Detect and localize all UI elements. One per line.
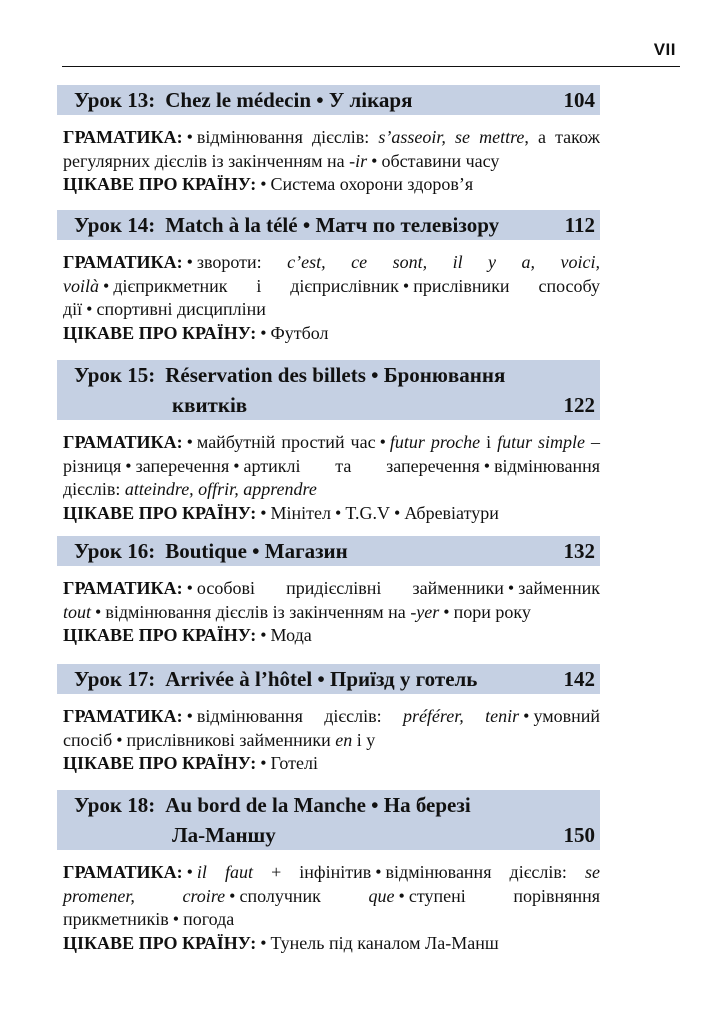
- country-label: ЦІКАВЕ ПРО КРАЇНУ:: [63, 174, 257, 194]
- lesson-header[interactable]: [57, 85, 600, 115]
- lesson-entry: [57, 360, 600, 525]
- bullet-separator: •: [186, 432, 193, 452]
- text-segment: Мінітел: [270, 502, 332, 523]
- lesson-details: [57, 420, 600, 525]
- country-label: ЦІКАВЕ ПРО КРАЇНУ:: [63, 502, 257, 523]
- text-segment: прислівники способу дії: [63, 275, 600, 319]
- lesson-title: Boutique • Магазин: [165, 539, 348, 563]
- grammar-topics: [63, 431, 600, 502]
- country-facts: [63, 624, 600, 648]
- text-segment: прислівникові займенники: [126, 729, 336, 750]
- text-segment: – різниця: [63, 432, 600, 476]
- lesson-page-number: 122: [563, 393, 595, 417]
- bullet-separator: •: [483, 455, 491, 476]
- italic-term: -ir: [349, 150, 368, 171]
- country-facts: [63, 752, 600, 776]
- country-label: ЦІКАВЕ ПРО КРАЇНУ:: [63, 932, 257, 953]
- lesson-header[interactable]: [57, 360, 600, 420]
- bullet-separator: •: [260, 174, 267, 194]
- grammar-topics: [63, 126, 600, 173]
- grammar-label: ГРАМАТИКА:: [63, 578, 183, 598]
- italic-term: c’est, ce sont, il y a, voici, voilà: [63, 252, 600, 296]
- lesson-page-number: 132: [563, 539, 595, 563]
- grammar-topics: [63, 861, 600, 932]
- italic-term: futur simple: [497, 432, 586, 452]
- text-segment: відмінювання дієслів:: [196, 127, 379, 147]
- grammar-label: ГРАМАТИКА:: [63, 252, 183, 272]
- country-facts: [63, 932, 600, 956]
- text-segment: відмінювання дієслів:: [385, 862, 585, 882]
- bullet-separator: •: [186, 862, 193, 882]
- lesson-entry: [57, 536, 600, 648]
- lesson-entry: [57, 790, 600, 955]
- page-number: VII: [653, 40, 676, 59]
- bullet-separator: •: [260, 625, 267, 645]
- text-segment: дієприкметник і дієприслівник: [113, 275, 399, 296]
- lesson-number: Урок 17:: [74, 667, 156, 691]
- lesson-number: Урок 14:: [74, 213, 156, 237]
- lesson-page-number: 150: [563, 823, 595, 847]
- text-segment: особові придієслівні займенники: [196, 578, 504, 598]
- grammar-label: ГРАМАТИКА:: [63, 127, 183, 147]
- country-facts: [63, 502, 600, 526]
- bullet-separator: •: [186, 252, 193, 272]
- bullet-separator: •: [507, 578, 515, 598]
- text-segment: звороти:: [196, 252, 288, 272]
- bullet-separator: •: [186, 706, 193, 726]
- lesson-header[interactable]: [57, 536, 600, 566]
- italic-term: en: [335, 729, 353, 750]
- lesson-title: Arrivée à l’hôtel • Приїзд у готель: [165, 667, 478, 691]
- lesson-number: Урок 16:: [74, 539, 156, 563]
- italic-term: atteindre, offrir, apprendre: [124, 479, 317, 499]
- text-segment: , а також регулярних дієслів із закінченням на: [63, 127, 600, 171]
- text-segment: умовний спосіб: [63, 706, 600, 750]
- text-segment: майбутній простий час: [196, 432, 376, 452]
- grammar-label: ГРАМАТИКА:: [63, 432, 183, 452]
- lesson-header[interactable]: [57, 664, 600, 694]
- text-segment: і y: [352, 729, 376, 750]
- italic-term: s’asseoir, se mettre: [378, 127, 525, 147]
- text-segment: ступені порівняння прикметників: [63, 885, 600, 929]
- bullet-separator: •: [233, 455, 240, 476]
- bullet-separator: •: [116, 729, 123, 750]
- bullet-separator: •: [229, 885, 236, 906]
- bullet-separator: •: [260, 932, 267, 953]
- bullet-separator: •: [172, 909, 180, 929]
- lesson-title: Chez le médecin • У лікаря: [165, 88, 413, 112]
- lesson-page-number: 112: [564, 213, 595, 237]
- country-label: ЦІКАВЕ ПРО КРАЇНУ:: [63, 753, 257, 773]
- italic-term: -yer: [410, 601, 440, 622]
- lesson-title: Ла-Маншу: [172, 823, 276, 847]
- bullet-separator: •: [125, 455, 132, 476]
- italic-term: il faut: [196, 862, 253, 882]
- bullet-separator: •: [398, 885, 405, 906]
- lesson-number: Урок 15:: [74, 363, 156, 387]
- bullet-separator: •: [260, 322, 267, 343]
- text-segment: заперечення: [135, 455, 230, 476]
- text-segment: + інфінітив: [253, 862, 372, 882]
- text-segment: погода: [183, 909, 235, 929]
- bullet-separator: •: [86, 299, 93, 319]
- bullet-separator: •: [394, 502, 401, 523]
- lesson-header[interactable]: [57, 790, 600, 850]
- grammar-label: ГРАМАТИКА:: [63, 862, 183, 882]
- text-segment: Система охорони здоров’я: [270, 174, 474, 194]
- lesson-header[interactable]: [57, 210, 600, 240]
- text-segment: Абревіатури: [404, 502, 499, 523]
- bullet-separator: •: [186, 127, 193, 147]
- country-label: ЦІКАВЕ ПРО КРАЇНУ:: [63, 625, 257, 645]
- bullet-separator: •: [95, 601, 102, 622]
- lesson-details: [57, 115, 600, 197]
- lesson-entry: [57, 210, 600, 345]
- bullet-separator: •: [375, 862, 382, 882]
- country-facts: [63, 173, 600, 197]
- bullet-separator: •: [186, 578, 193, 598]
- lesson-title: квитків: [172, 393, 248, 417]
- italic-term: futur proche: [389, 432, 481, 452]
- italic-term: se promener, croire: [63, 862, 600, 906]
- lesson-number: Урок 13:: [74, 88, 156, 112]
- text-segment: Мода: [270, 625, 312, 645]
- text-segment: артиклі та заперечення: [243, 455, 480, 476]
- bullet-separator: •: [402, 275, 410, 296]
- lesson-details: [57, 850, 600, 955]
- text-segment: Футбол: [270, 322, 329, 343]
- grammar-topics: [63, 705, 600, 752]
- country-facts: [63, 322, 600, 346]
- text-segment: обставини часу: [381, 150, 500, 171]
- text-segment: займенник: [518, 578, 600, 598]
- text-segment: і: [480, 432, 498, 452]
- italic-term: que: [368, 885, 395, 906]
- lesson-page-number: 142: [563, 667, 595, 691]
- bullet-separator: •: [523, 706, 530, 726]
- lesson-details: [57, 566, 600, 648]
- grammar-label: ГРАМАТИКА:: [63, 706, 183, 726]
- lesson-details: [57, 694, 600, 776]
- text-segment: Тунель під каналом Ла-Манш: [270, 932, 499, 953]
- bullet-separator: •: [371, 150, 378, 171]
- grammar-topics: [63, 251, 600, 322]
- lesson-title: Match à la télé • Матч по телевізору: [165, 213, 500, 237]
- bullet-separator: •: [443, 601, 450, 622]
- lesson-details: [57, 240, 600, 345]
- grammar-topics: [63, 577, 600, 624]
- lesson-entry: [57, 664, 600, 776]
- text-segment: пори року: [453, 601, 531, 622]
- lesson-number: Урок 18:: [74, 793, 156, 817]
- header-rule: [62, 66, 680, 67]
- text-segment: Готелі: [270, 753, 318, 773]
- country-label: ЦІКАВЕ ПРО КРАЇНУ:: [63, 322, 257, 343]
- bullet-separator: •: [103, 275, 110, 296]
- text-segment: відмінювання дієслів:: [196, 706, 403, 726]
- text-segment: відмінювання дієслів:: [63, 455, 600, 499]
- text-segment: відмінювання дієслів із закінченням на: [105, 601, 411, 622]
- lesson-title: Réservation des billets • Бронювання: [165, 363, 506, 387]
- bullet-separator: •: [335, 502, 342, 523]
- italic-term: tout: [63, 601, 92, 622]
- text-segment: сполучник: [239, 885, 369, 906]
- bullet-separator: •: [260, 502, 267, 523]
- text-segment: T.G.V: [345, 502, 391, 523]
- lesson-title: Au bord de la Manche • На березі: [165, 793, 471, 817]
- lesson-entry: [57, 85, 600, 197]
- text-segment: спортивні дисципліни: [96, 299, 266, 319]
- lesson-page-number: 104: [563, 88, 595, 112]
- italic-term: préférer, tenir: [402, 706, 520, 726]
- bullet-separator: •: [379, 432, 386, 452]
- bullet-separator: •: [260, 753, 267, 773]
